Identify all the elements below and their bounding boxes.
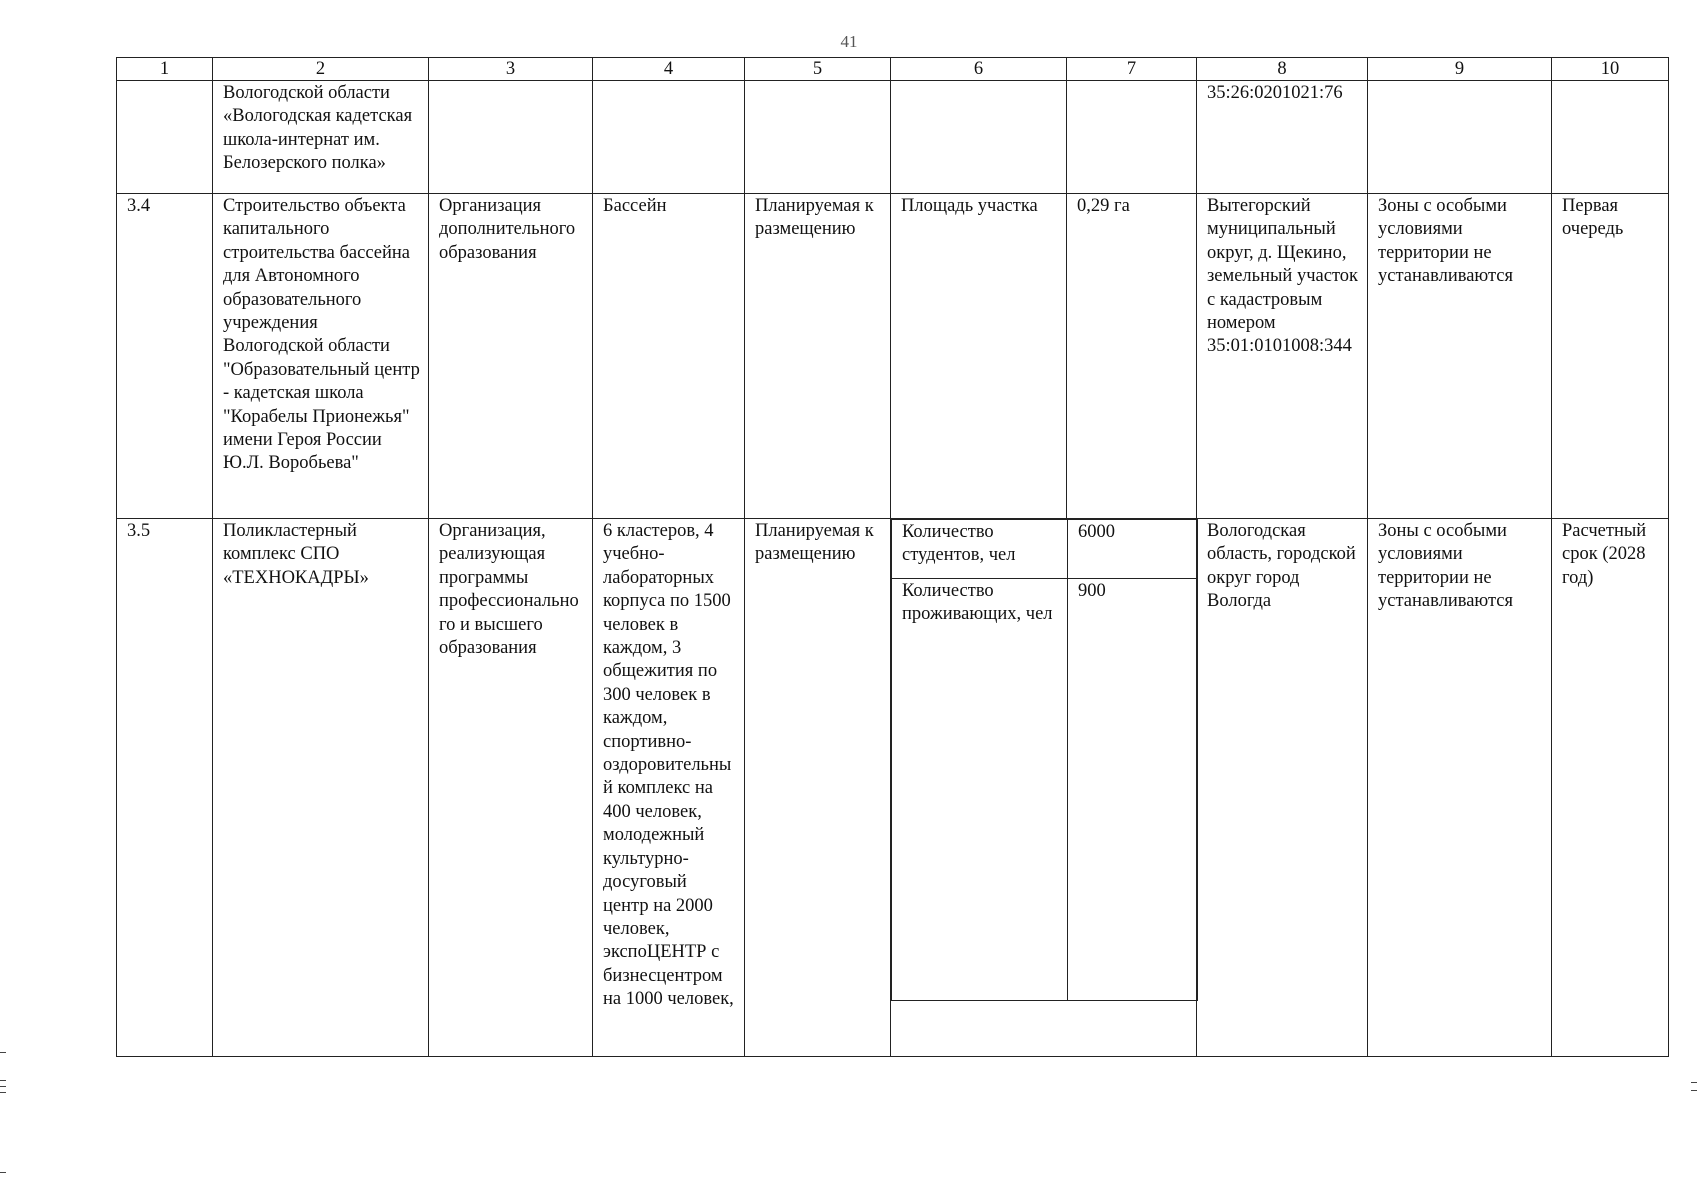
margin-mark xyxy=(0,1086,6,1087)
header-col-3: 3 xyxy=(429,58,593,81)
cell-value: 900 xyxy=(1068,579,1198,1001)
cell-stage xyxy=(1552,81,1669,194)
characteristic-row-residents xyxy=(892,579,1198,1001)
cell-status xyxy=(745,81,891,194)
cell-value: 0,29 га xyxy=(1067,194,1197,519)
header-col-1: 1 xyxy=(117,58,213,81)
margin-mark xyxy=(0,1172,6,1173)
cell-object-name: Поликластерный комплекс СПО «ТЕХНОКАДРЫ» xyxy=(213,519,429,1057)
cell-description: Бассейн xyxy=(593,194,745,519)
margin-mark xyxy=(0,1080,6,1081)
header-col-2: 2 xyxy=(213,58,429,81)
margin-mark xyxy=(1691,1082,1697,1083)
cell-object-name: Вологодской области «Вологодская кадетская школа-интернат им. Белозерского полка» xyxy=(213,81,429,194)
cell-location: 35:26:0201021:76 xyxy=(1197,81,1368,194)
table-row-3-5 xyxy=(117,519,1669,1057)
cell-stage: Расчетный срок (2028 год) xyxy=(1552,519,1669,1057)
page-number: 41 xyxy=(840,32,858,51)
cell-purpose xyxy=(429,81,593,194)
cell-status: Планируемая к размещению xyxy=(745,519,891,1057)
cell-value xyxy=(1067,81,1197,194)
cell-number xyxy=(117,81,213,194)
cell-location: Вытегорский муниципальный округ, д. Щекино, земельный участок с кадастровым номером 35:01:0101008:344 xyxy=(1197,194,1368,519)
header-col-6: 6 xyxy=(891,58,1067,81)
header-col-9: 9 xyxy=(1368,58,1552,81)
cell-location: Вологодская область, городской округ город Вологда xyxy=(1197,519,1368,1057)
margin-mark xyxy=(0,1052,6,1053)
margin-mark xyxy=(1691,1090,1697,1091)
document-table xyxy=(116,57,1669,1057)
header-col-10: 10 xyxy=(1552,58,1669,81)
cell-status: Планируемая к размещению xyxy=(745,194,891,519)
cell-purpose: Организация, реализующая программы профессионального и высшего образования xyxy=(429,519,593,1057)
cell-zones: Зоны с особыми условиями территории не устанавливаются xyxy=(1368,194,1552,519)
cell-characteristic: Количество проживающих, чел xyxy=(892,579,1068,1001)
cell-value: 6000 xyxy=(1068,520,1198,579)
header-col-4: 4 xyxy=(593,58,745,81)
cell-description xyxy=(593,81,745,194)
header-col-7: 7 xyxy=(1067,58,1197,81)
cell-purpose: Организация дополнительного образования xyxy=(429,194,593,519)
cell-number: 3.5 xyxy=(117,519,213,1057)
header-col-8: 8 xyxy=(1197,58,1368,81)
characteristic-row-students xyxy=(892,520,1198,579)
margin-mark xyxy=(0,1092,6,1093)
cell-zones: Зоны с особыми условиями территории не устанавливаются xyxy=(1368,519,1552,1057)
cell-zones xyxy=(1368,81,1552,194)
cell-stage: Первая очередь xyxy=(1552,194,1669,519)
cell-characteristic xyxy=(891,81,1067,194)
cell-characteristics-split xyxy=(891,519,1197,1057)
cell-characteristic: Площадь участка xyxy=(891,194,1067,519)
table-row-continuation xyxy=(117,81,1669,194)
cell-number: 3.4 xyxy=(117,194,213,519)
cell-object-name: Строительство объекта капитального строительства бассейна для Автономного образовательного учреждения Вологодской области "Образовательный центр - кадетская школа "Корабелы Прионежья" имени Героя России Ю.Л. Воробьева" xyxy=(213,194,429,519)
cell-description: 6 кластеров, 4 учебно-лабораторных корпуса по 1500 человек в каждом, 3 общежития по 300 человек в каждом, спортивно-оздоровительный комплекс на 400 человек, молодежный культурно-досуговый центр на 2000 человек, экспоЦЕНТР с бизнесцентром на 1000 человек, xyxy=(593,519,745,1057)
cell-characteristic: Количество студентов, чел xyxy=(892,520,1068,579)
table-row-3-4 xyxy=(117,194,1669,519)
header-col-5: 5 xyxy=(745,58,891,81)
header-row xyxy=(117,58,1669,81)
characteristics-subtable xyxy=(891,519,1198,1001)
